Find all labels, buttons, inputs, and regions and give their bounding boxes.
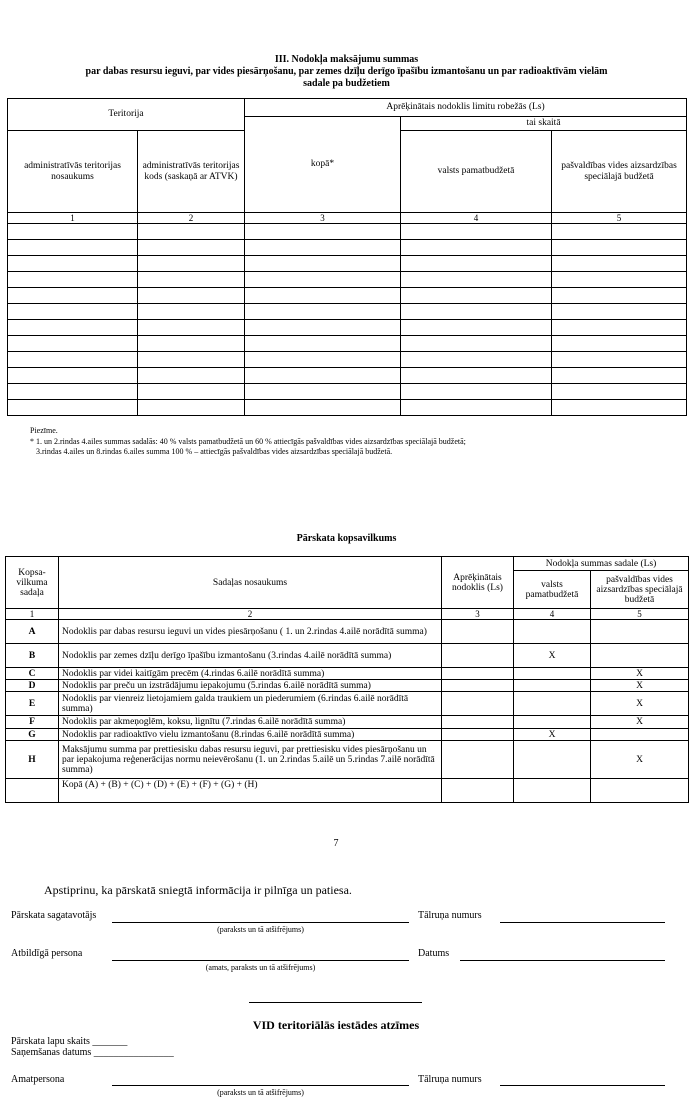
row-municipal-cell[interactable] bbox=[591, 620, 689, 644]
preparer-label: Pārskata sagatavotājs bbox=[11, 910, 97, 921]
preparer-signature-line[interactable] bbox=[112, 922, 409, 923]
header-section-code: Kopsa-vilkuma sadaļa bbox=[6, 557, 59, 609]
col-number: 4 bbox=[514, 609, 591, 620]
table-row bbox=[6, 716, 689, 729]
row-municipal-cell[interactable] bbox=[591, 729, 689, 741]
table-row[interactable] bbox=[8, 256, 687, 272]
col-number: 2 bbox=[138, 213, 245, 224]
pages-count-field[interactable]: Pārskata lapu skaits _______ bbox=[11, 1036, 128, 1047]
row-code: D bbox=[6, 680, 59, 692]
row-name: Nodoklis par zemes dzīļu derīgo īpašību izmantošanu (3.rindas 4.ailē norādītā summa) bbox=[59, 644, 442, 668]
header-state-budget: valsts pamatbudžetā bbox=[401, 131, 552, 213]
col-number: 3 bbox=[442, 609, 514, 620]
table-row bbox=[6, 668, 689, 680]
official-label: Amatpersona bbox=[11, 1074, 65, 1085]
row-name: Maksājumu summa par prettiesisku dabas resursu ieguvi, par prettiesisku vides piesārņošanu un par iepakojuma reģenerācijas normu neievērošanu (1. un 2.rindas 5.ailē un 5.rindas 7.ailē norādītā summa) bbox=[59, 741, 442, 779]
row-state-cell[interactable] bbox=[514, 680, 591, 692]
phone-label: Tālruņa numurs bbox=[418, 910, 482, 921]
row-municipal-cell[interactable]: X bbox=[591, 716, 689, 729]
col-number: 2 bbox=[59, 609, 442, 620]
row-code: F bbox=[6, 716, 59, 729]
header-territory: Teritorija bbox=[8, 99, 245, 131]
footnote-title: Piezīme. bbox=[30, 426, 58, 435]
table-row bbox=[6, 644, 689, 668]
table-row[interactable] bbox=[8, 240, 687, 256]
table-row[interactable] bbox=[8, 320, 687, 336]
table-row[interactable] bbox=[8, 384, 687, 400]
row-calc-cell[interactable] bbox=[442, 741, 514, 779]
col-number: 1 bbox=[6, 609, 59, 620]
row-state-cell[interactable] bbox=[514, 692, 591, 716]
row-calc-cell[interactable] bbox=[442, 620, 514, 644]
row-code: C bbox=[6, 668, 59, 680]
row-calc-cell[interactable] bbox=[442, 680, 514, 692]
table-row bbox=[6, 620, 689, 644]
phone-line[interactable] bbox=[500, 922, 665, 923]
row-code: B bbox=[6, 644, 59, 668]
header-tax-split: Nodokļa summas sadale (Ls) bbox=[514, 557, 689, 571]
row-calc-cell[interactable] bbox=[442, 729, 514, 741]
table-row[interactable] bbox=[8, 336, 687, 352]
total-label: Kopā (A) + (B) + (C) + (D) + (E) + (F) + (G) + (H) bbox=[59, 779, 442, 803]
section-title bbox=[0, 54, 693, 90]
row-code: H bbox=[6, 741, 59, 779]
col-number: 3 bbox=[245, 213, 401, 224]
col-number: 4 bbox=[401, 213, 552, 224]
col-number: 5 bbox=[552, 213, 687, 224]
table-row[interactable] bbox=[8, 400, 687, 416]
table-row bbox=[6, 680, 689, 692]
separator-line bbox=[249, 1002, 422, 1003]
vid-title: VID teritoriālās iestādes atzīmes bbox=[252, 1018, 420, 1032]
footnote-line: * 1. un 2.rindas 4.ailes summas sadalās: 40 % valsts pamatbudžetā un 60 % attiecīgās pašvaldības vides aizsardzības speciālajā budžetā; bbox=[30, 437, 466, 446]
vid-phone-label: Tālruņa numurs bbox=[418, 1074, 482, 1085]
summary-title: Pārskata kopsavilkums bbox=[296, 533, 397, 544]
row-code: A bbox=[6, 620, 59, 644]
header-calc-tax: Aprēķinātais nodoklis (Ls) bbox=[442, 557, 514, 609]
section-title-line3: sadale pa budžetiem bbox=[303, 78, 390, 89]
row-name: Nodoklis par preču un izstrādājumu iepakojumu (5.rindas 6.ailē norādītā summa) bbox=[59, 680, 442, 692]
row-state-cell[interactable]: X bbox=[514, 729, 591, 741]
preparer-sub-caption: (paraksts un tā atšifrējums) bbox=[217, 925, 304, 934]
date-label: Datums bbox=[418, 948, 450, 959]
total-state-cell[interactable] bbox=[514, 779, 591, 803]
tax-distribution-table bbox=[7, 98, 687, 416]
confirmation-text: Apstiprinu, ka pārskatā sniegtā informācija ir pilnīga un patiesa. bbox=[44, 883, 352, 897]
row-state-cell[interactable]: X bbox=[514, 644, 591, 668]
received-date-field[interactable]: Saņemšanas datums ________________ bbox=[11, 1047, 174, 1058]
row-municipal-cell[interactable]: X bbox=[591, 741, 689, 779]
table-row bbox=[6, 692, 689, 716]
page-number: 7 bbox=[333, 838, 339, 849]
official-signature-line[interactable] bbox=[112, 1085, 409, 1086]
row-state-cell[interactable] bbox=[514, 741, 591, 779]
row-name: Nodoklis par vienreiz lietojamiem galda traukiem un piederumiem (6.rindas 6.ailē norādītā summa) bbox=[59, 692, 442, 716]
table-row bbox=[6, 729, 689, 741]
row-code: E bbox=[6, 692, 59, 716]
date-line[interactable] bbox=[460, 960, 665, 961]
header-municipal-budget: pašvaldības vides aizsardzības speciālajā budžetā bbox=[552, 131, 687, 213]
header-section-name: Sadaļas nosaukums bbox=[59, 557, 442, 609]
responsible-sub-caption: (amats, paraksts un tā atšifrējums) bbox=[205, 963, 316, 972]
header-total: kopā* bbox=[245, 117, 401, 213]
row-municipal-cell[interactable] bbox=[591, 644, 689, 668]
header-admin-code: administratīvās teritorijas kods (saskaņā ar ATVK) bbox=[138, 131, 245, 213]
total-row bbox=[6, 779, 689, 803]
header-calc-tax: Aprēķinātais nodoklis limitu robežās (Ls) bbox=[245, 99, 687, 117]
row-calc-cell[interactable] bbox=[442, 644, 514, 668]
row-state-cell[interactable] bbox=[514, 668, 591, 680]
row-municipal-cell[interactable]: X bbox=[591, 680, 689, 692]
summary-table bbox=[5, 556, 689, 803]
responsible-label: Atbildīgā persona bbox=[11, 948, 83, 959]
table-row[interactable] bbox=[8, 288, 687, 304]
table-row bbox=[6, 741, 689, 779]
row-name: Nodoklis par videi kaitīgām precēm (4.rindas 6.ailē norādītā summa) bbox=[59, 668, 442, 680]
table-row[interactable] bbox=[8, 224, 687, 240]
row-name: Nodoklis par radioaktīvo vielu izmantošanu (8.rindas 6.ailē norādītā summa) bbox=[59, 729, 442, 741]
official-sub-caption: (paraksts un tā atšifrējums) bbox=[217, 1088, 304, 1097]
col-number: 1 bbox=[8, 213, 138, 224]
header-state-budget: valsts pamatbudžetā bbox=[514, 571, 591, 609]
row-name: Nodoklis par dabas resursu ieguvi un vides piesārņošanu ( 1. un 2.rindas 4.ailē norādītā summa) bbox=[59, 620, 442, 644]
vid-phone-line[interactable] bbox=[500, 1085, 665, 1086]
row-calc-cell[interactable] bbox=[442, 668, 514, 680]
row-code: G bbox=[6, 729, 59, 741]
row-municipal-cell[interactable]: X bbox=[591, 692, 689, 716]
table-row[interactable] bbox=[8, 352, 687, 368]
row-name: Nodoklis par akmeņoglēm, koksu, lignītu (7.rindas 6.ailē norādītā summa) bbox=[59, 716, 442, 729]
section-title-line2: par dabas resursu ieguvi, par vides piesārņošanu, par zemes dzīļu derīgo īpašību izmantošanu un par radioaktīvām vielām bbox=[85, 66, 608, 77]
row-state-cell[interactable] bbox=[514, 716, 591, 729]
header-admin-name: administratīvās teritorijas nosaukums bbox=[8, 131, 138, 213]
header-municipal-budget: pašvaldības vides aizsardzības speciālajā budžetā bbox=[591, 571, 689, 609]
section-title-line1: III. Nodokļa maksājumu summas bbox=[274, 54, 419, 65]
col-number: 5 bbox=[591, 609, 689, 620]
footnote-line: 3.rindas 4.ailes un 8.rindas 6.ailes summa 100 % – attiecīgās pašvaldības vides aizsardzības speciālajā budžetā. bbox=[36, 447, 393, 456]
row-state-cell[interactable] bbox=[514, 620, 591, 644]
responsible-signature-line[interactable] bbox=[112, 960, 409, 961]
row-calc-cell[interactable] bbox=[442, 692, 514, 716]
total-municipal-cell[interactable] bbox=[591, 779, 689, 803]
table-row[interactable] bbox=[8, 272, 687, 288]
total-calc-cell[interactable] bbox=[442, 779, 514, 803]
row-calc-cell[interactable] bbox=[442, 716, 514, 729]
table-row[interactable] bbox=[8, 368, 687, 384]
table-row[interactable] bbox=[8, 304, 687, 320]
row-municipal-cell[interactable]: X bbox=[591, 668, 689, 680]
header-incl: tai skaitā bbox=[401, 117, 687, 131]
